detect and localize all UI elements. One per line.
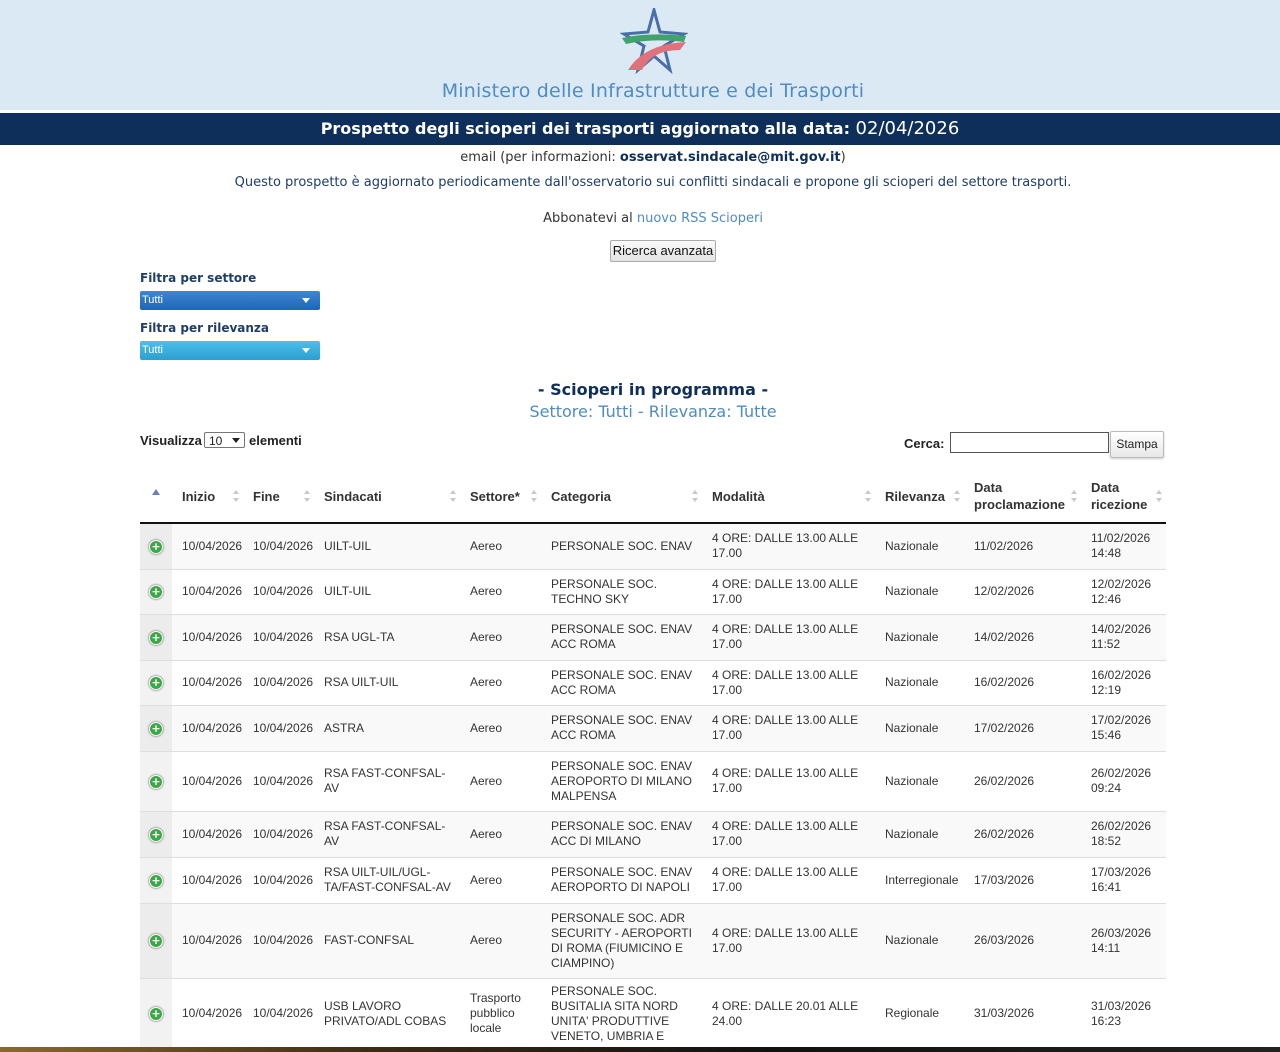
table-cell: RSA UILT-UIL [314,660,460,705]
filter-rilevanza-select[interactable] [140,341,320,360]
page-description: Questo prospetto è aggiornato periodicamente dall'osservatorio sui conflitti sindacali e propone gli scioperi del settore trasporti. [234,175,1072,190]
table-cell: 17/03/2026 16:41 [1081,857,1166,903]
filter-settore-label: Filtra per settore [140,271,257,285]
sort-icon [304,490,310,502]
header-data-ricezione[interactable]: Data ricezione [1081,470,1166,523]
table-cell: Aereo [460,614,541,660]
table-body [140,523,1166,1049]
table-row [140,660,1166,705]
search-label: Cerca: [904,436,945,451]
table-cell: PERSONALE SOC. ENAV ACC ROMA [541,705,702,751]
header-fine[interactable]: Fine [243,470,314,523]
table-cell: Nazionale [875,751,964,811]
expand-column-header[interactable] [140,470,172,523]
table-cell: 17/03/2026 [964,857,1081,903]
table-cell: 4 ORE: DALLE 13.00 ALLE 17.00 [702,614,875,660]
elements-label: elementi [249,433,302,448]
sort-icon [233,490,239,502]
table-cell: 31/03/2026 [964,978,1081,1049]
table-cell: Nazionale [875,569,964,614]
table-cell: Nazionale [875,811,964,857]
row-expand-cell[interactable] [140,811,172,857]
table-cell: PERSONALE SOC. ENAV AEROPORTO DI NAPOLI [541,857,702,903]
expand-plus-icon[interactable]: + [149,585,163,599]
ministry-title: Ministero delle Infrastrutture e dei Trasporti [441,80,865,102]
rss-prefix: Abbonatevi al [543,211,633,226]
page-size-value: 10 [209,434,223,448]
table-cell: Nazionale [875,660,964,705]
header-rilevanza[interactable]: Rilevanza [875,470,964,523]
table-row [140,705,1166,751]
header-categoria[interactable]: Categoria [541,470,702,523]
sort-icon [865,490,871,502]
table-cell: 12/02/2026 [964,569,1081,614]
search-input[interactable] [950,432,1109,453]
expand-plus-icon[interactable]: + [149,934,163,948]
table-cell: 10/04/2026 [243,811,314,857]
table-cell: 10/04/2026 [172,660,243,705]
table-header-row [140,470,1166,523]
table-cell: 10/04/2026 [243,978,314,1049]
table-cell: PERSONALE SOC. BUSITALIA SITA NORD UNITA' PRODUTTIVE VENETO, UMBRIA E [541,978,702,1049]
table-cell: 26/02/2026 09:24 [1081,751,1166,811]
header-settore[interactable]: Settore* [460,470,541,523]
table-cell: 10/04/2026 [243,705,314,751]
expand-plus-icon[interactable]: + [149,540,163,554]
table-cell: Aereo [460,751,541,811]
table-cell: Regionale [875,978,964,1049]
table-cell: 26/03/2026 [964,903,1081,978]
table-cell: 10/04/2026 [243,660,314,705]
table-cell: 10/04/2026 [243,751,314,811]
table-cell: 26/02/2026 [964,751,1081,811]
table-cell: 10/04/2026 [172,569,243,614]
sort-icon [531,490,537,502]
row-expand-cell[interactable] [140,705,172,751]
table-cell: 11/02/2026 [964,523,1081,569]
expand-plus-icon[interactable]: + [149,775,163,789]
table-cell: 10/04/2026 [172,811,243,857]
table-cell: 4 ORE: DALLE 13.00 ALLE 17.00 [702,903,875,978]
table-cell: 10/04/2026 [172,857,243,903]
table-row [140,523,1166,569]
row-expand-cell[interactable] [140,614,172,660]
table-cell: 26/03/2026 14:11 [1081,903,1166,978]
table-cell: 31/03/2026 16:23 [1081,978,1166,1049]
table-row [140,751,1166,811]
table-cell: 10/04/2026 [243,569,314,614]
table-cell: Aereo [460,705,541,751]
table-cell: PERSONALE SOC. TECHNO SKY [541,569,702,614]
chevron-down-icon [302,298,310,303]
table-cell: 10/04/2026 [172,903,243,978]
section-subtitle: Settore: Tutti - Rilevanza: Tutte [529,402,777,421]
table-cell: 10/04/2026 [243,857,314,903]
table-cell: Aereo [460,569,541,614]
banner-text: Prospetto degli scioperi dei trasporti aggiornato alla data: [320,119,850,138]
table-cell: 4 ORE: DALLE 13.00 ALLE 17.00 [702,705,875,751]
table-cell: 10/04/2026 [172,978,243,1049]
table-cell: 17/02/2026 [964,705,1081,751]
table-cell: UILT-UIL [314,523,460,569]
table-cell: Nazionale [875,903,964,978]
table-cell: RSA UILT-UIL/UGL-TA/FAST-CONFSAL-AV [314,857,460,903]
filter-rilevanza-value: Tutti [142,344,163,356]
filter-rilevanza-label: Filtra per rilevanza [140,321,270,335]
banner-date: 02/04/2026 [855,118,960,139]
rss-link[interactable]: nuovo RSS Scioperi [636,211,763,226]
email-link[interactable]: osservat.sindacale@mit.gov.it [619,150,841,165]
email-prefix: email (per informazioni: [460,150,616,165]
email-suffix: ) [840,150,846,165]
expand-plus-icon[interactable]: + [149,676,163,690]
filter-settore-select[interactable] [140,291,320,310]
table-cell: PERSONALE SOC. ENAV ACC ROMA [541,614,702,660]
table-row [140,811,1166,857]
filter-settore-value: Tutti [142,294,163,306]
star-logo-icon [620,8,688,74]
table-cell: Aereo [460,903,541,978]
row-expand-cell[interactable] [140,660,172,705]
header-inizio[interactable]: Inizio [172,470,243,523]
site-header [0,0,1280,110]
table-cell: Nazionale [875,705,964,751]
strikes-table [140,470,1166,1050]
expand-plus-icon[interactable]: + [149,631,163,645]
table-cell: Interregionale [875,857,964,903]
footer-line [0,1047,1280,1052]
table-cell: 4 ORE: DALLE 13.00 ALLE 17.00 [702,569,875,614]
table-cell: 14/02/2026 11:52 [1081,614,1166,660]
table-cell: 26/02/2026 [964,811,1081,857]
header-data-proclamazione[interactable]: Data proclamazione [964,470,1081,523]
table-cell: 17/02/2026 15:46 [1081,705,1166,751]
table-cell: 4 ORE: DALLE 13.00 ALLE 17.00 [702,811,875,857]
expand-plus-icon[interactable]: + [149,1007,163,1021]
table-cell: Nazionale [875,523,964,569]
table-cell: PERSONALE SOC. ENAV [541,523,702,569]
sort-icon [1071,490,1077,502]
table-cell: PERSONALE SOC. ENAV ACC DI MILANO [541,811,702,857]
table-cell: 10/04/2026 [243,614,314,660]
expand-plus-icon[interactable]: + [149,722,163,736]
row-expand-cell[interactable] [140,523,172,569]
expand-plus-icon[interactable]: + [149,874,163,888]
table-cell: 4 ORE: DALLE 13.00 ALLE 17.00 [702,660,875,705]
page-banner [0,113,1280,145]
chevron-down-icon [232,438,240,443]
table-cell: 10/04/2026 [172,523,243,569]
table-cell: RSA UGL-TA [314,614,460,660]
advanced-search-button[interactable]: Ricerca avanzata [610,240,716,262]
sort-asc-icon [152,489,160,495]
table-cell: Aereo [460,523,541,569]
page-size-select[interactable] [204,432,245,448]
table-row [140,614,1166,660]
table-cell: 10/04/2026 [172,751,243,811]
table-cell: 4 ORE: DALLE 20.01 ALLE 24.00 [702,978,875,1049]
row-expand-cell[interactable] [140,751,172,811]
expand-plus-icon[interactable]: + [149,828,163,842]
section-title: - Scioperi in programma - [537,380,769,399]
contact-email [0,150,1280,165]
row-expand-cell[interactable] [140,903,172,978]
header-modalita[interactable]: Modalità [702,470,875,523]
table-cell: UILT-UIL [314,569,460,614]
table-cell: Nazionale [875,614,964,660]
table-cell: RSA FAST-CONFSAL-AV [314,811,460,857]
table-cell: Aereo [460,811,541,857]
table-cell: FAST-CONFSAL [314,903,460,978]
row-expand-cell[interactable] [140,569,172,614]
sort-icon [1156,490,1162,502]
table-cell: 10/04/2026 [172,614,243,660]
table-row [140,903,1166,978]
table-cell: Aereo [460,857,541,903]
row-expand-cell[interactable] [140,857,172,903]
table-cell: 4 ORE: DALLE 13.00 ALLE 17.00 [702,751,875,811]
table-cell: ASTRA [314,705,460,751]
table-cell: 16/02/2026 12:19 [1081,660,1166,705]
table-cell: 4 ORE: DALLE 13.00 ALLE 17.00 [702,857,875,903]
sort-icon [954,490,960,502]
table-cell: 16/02/2026 [964,660,1081,705]
print-button[interactable]: Stampa [1110,431,1164,458]
show-label: Visualizza [140,433,202,448]
rss-notice [0,211,1280,226]
table-cell: PERSONALE SOC. ADR SECURITY - AEROPORTI DI ROMA (FIUMICINO E CIAMPINO) [541,903,702,978]
table-cell: 26/02/2026 18:52 [1081,811,1166,857]
table-cell: Aereo [460,660,541,705]
table-cell: RSA FAST-CONFSAL-AV [314,751,460,811]
table-row [140,978,1166,1049]
table-cell: 14/02/2026 [964,614,1081,660]
table-cell: 10/04/2026 [243,903,314,978]
table-cell: PERSONALE SOC. ENAV ACC ROMA [541,660,702,705]
table-cell: 10/04/2026 [172,705,243,751]
header-sindacati[interactable]: Sindacati [314,470,460,523]
table-cell: 12/02/2026 12:46 [1081,569,1166,614]
table-row [140,569,1166,614]
sort-icon [692,490,698,502]
chevron-down-icon [302,348,310,353]
table-cell: USB LAVORO PRIVATO/ADL COBAS [314,978,460,1049]
sort-icon [450,490,456,502]
table-cell: 4 ORE: DALLE 13.00 ALLE 17.00 [702,523,875,569]
table-cell: 11/02/2026 14:48 [1081,523,1166,569]
table-cell: PERSONALE SOC. ENAV AEROPORTO DI MILANO MALPENSA [541,751,702,811]
row-expand-cell[interactable] [140,978,172,1049]
table-cell: Trasporto pubblico locale [460,978,541,1049]
table-cell: 10/04/2026 [243,523,314,569]
table-row [140,857,1166,903]
